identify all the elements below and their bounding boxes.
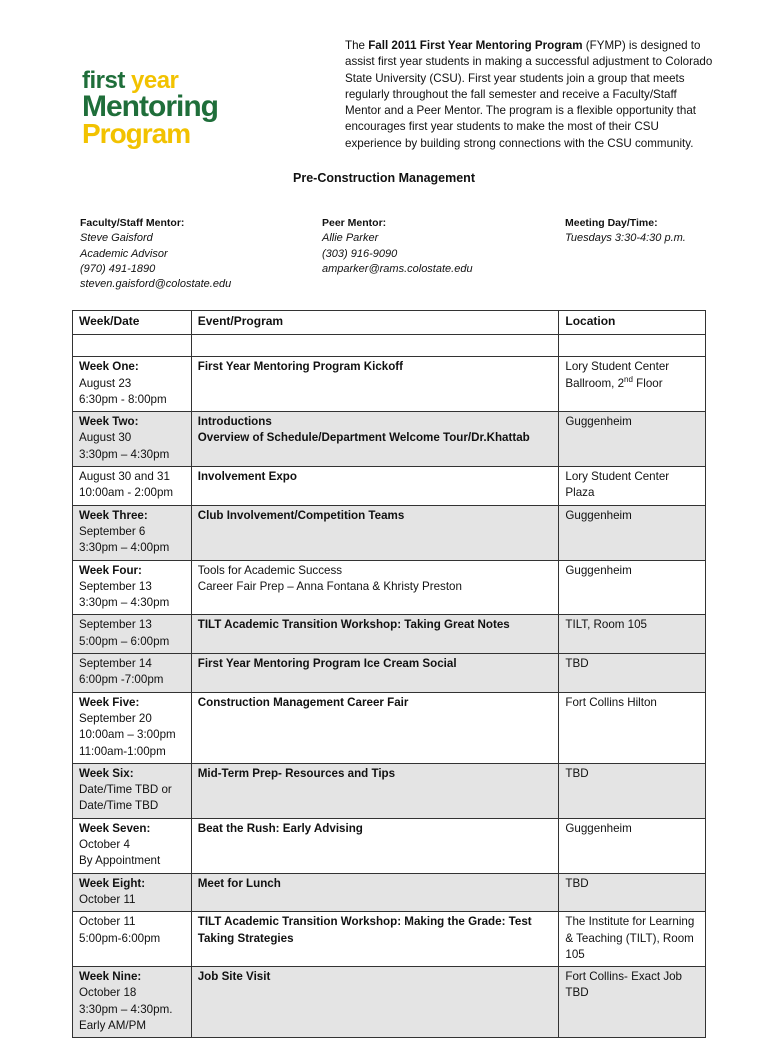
date-line: October 18 (79, 986, 137, 1000)
table-row (73, 692, 706, 763)
location-line: Guggenheim (565, 563, 632, 577)
week-date-cell (73, 692, 192, 763)
week-label: Week Eight: (79, 876, 146, 890)
cell-spacer (198, 711, 553, 727)
event-cell (191, 763, 559, 818)
event-cell (191, 818, 559, 873)
location-cell (559, 615, 706, 654)
week-label: Week One: (79, 360, 139, 374)
week-label: Week Seven: (79, 821, 151, 835)
peer-mentor-heading: Peer Mentor: (322, 217, 387, 229)
location-cell (559, 505, 706, 560)
location-line: 105 (565, 947, 585, 961)
location-line: Lory Student Center (565, 360, 670, 374)
location-line: & Teaching (TILT), Room (565, 931, 694, 945)
week-date-cell (73, 615, 192, 654)
week-date-cell (73, 912, 192, 967)
faculty-mentor-role: Academic Advisor (80, 247, 168, 260)
event-cell (191, 615, 559, 654)
date-line: Date/Time TBD or (79, 783, 172, 797)
intro-body: (FYMP) is designed to assist first year students in making a successful adjustment to Colorado State University (CSU). First year students join a group that meets regularly throughout the fall semester and receive a Faculty/Staff Mentor and a Peer Mentor. The program is a flexible opportunity that encourages first year students to make the most of their CSU experience by building strong connections with the CSU community. (345, 39, 713, 150)
faculty-mentor-email[interactable]: steven.gaisford@colostate.edu (80, 278, 232, 291)
location-line: The Institute for Learning (565, 915, 695, 929)
date-line: Early AM/PM (79, 1018, 146, 1032)
event-cell (191, 967, 559, 1038)
intro-paragraph (345, 38, 713, 152)
table-row (73, 912, 706, 967)
event-cell (191, 505, 559, 560)
program-logo (82, 67, 218, 150)
table-row (73, 873, 706, 912)
location-line: Ballroom, 2nd Floor (565, 374, 663, 390)
faculty-mentor-name: Steve Gaisford (80, 232, 153, 245)
date-line: By Appointment (79, 854, 161, 868)
table-row (73, 615, 706, 654)
location-cell (559, 654, 706, 693)
event-title: Introductions (197, 415, 272, 429)
date-line: 3:30pm – 4:30pm (79, 447, 170, 461)
location-line: TILT, Room 105 (565, 618, 648, 632)
intro-program-name: Fall 2011 First Year Mentoring Program (368, 39, 583, 52)
event-title: Overview of Schedule/Department Welcome Tour/Dr.Khattab (197, 431, 530, 445)
header-location: Location (559, 311, 706, 335)
location-cell (559, 873, 706, 912)
table-row (73, 412, 706, 467)
event-title: TILT Academic Transition Workshop: Making the Grade: Test (197, 915, 532, 929)
cell-spacer (198, 376, 553, 392)
date-line: September 13 (79, 618, 152, 632)
intro-prefix: The (345, 39, 369, 52)
event-title: Construction Management Career Fair (197, 695, 409, 709)
week-date-cell (73, 654, 192, 693)
peer-mentor-email[interactable]: amparker@rams.colostate.edu (322, 262, 473, 275)
event-title: First Year Mentoring Program Kickoff (197, 360, 404, 374)
logo-word-year: year (131, 67, 179, 94)
date-line: August 30 and 31 (79, 470, 170, 484)
location-cell (559, 967, 706, 1038)
week-date-cell (73, 412, 192, 467)
cell-spacer (198, 782, 553, 798)
date-line: 5:00pm – 6:00pm (79, 634, 170, 648)
date-line: 10:00am – 3:00pm (79, 728, 176, 742)
location-line: Guggenheim (565, 821, 632, 835)
header-week-date: Week/Date (73, 311, 192, 335)
peer-mentor-phone: (303) 916-9090 (322, 247, 398, 260)
faculty-mentor-phone: (970) 491-1890 (80, 262, 156, 275)
table-row (73, 763, 706, 818)
event-cell (191, 357, 559, 412)
meeting-time: Tuesdays 3:30-4:30 p.m. (565, 232, 686, 245)
table-row (73, 467, 706, 506)
event-cell (191, 912, 559, 967)
table-row (73, 505, 706, 560)
date-line: 5:00pm-6:00pm (79, 931, 161, 945)
location-cell (559, 412, 706, 467)
date-line: October 4 (79, 838, 130, 852)
schedule-table (72, 310, 706, 1038)
faculty-mentor-block (80, 216, 300, 292)
event-cell (191, 335, 559, 357)
logo-word-program: Program (82, 118, 191, 150)
event-title: Mid-Term Prep- Resources and Tips (197, 766, 396, 780)
location-cell (559, 763, 706, 818)
event-cell (191, 654, 559, 693)
week-date-cell (73, 873, 192, 912)
event-title: TILT Academic Transition Workshop: Taking Great Notes (197, 618, 510, 632)
week-date-cell (73, 560, 192, 615)
location-line: Lory Student Center Plaza (565, 470, 670, 500)
date-line: 6:30pm - 8:00pm (79, 392, 167, 406)
date-line: 3:30pm – 4:30pm (79, 596, 170, 610)
week-date-cell (73, 467, 192, 506)
week-label: Week Nine: (79, 970, 142, 984)
cell-spacer (198, 595, 553, 611)
date-line: September 6 (79, 524, 146, 538)
location-cell (559, 335, 706, 357)
date-line: September 14 (79, 657, 152, 671)
location-line: Guggenheim (565, 508, 632, 522)
location-line: TBD (565, 657, 589, 671)
event-cell (191, 467, 559, 506)
location-cell (559, 560, 706, 615)
meeting-block (565, 216, 745, 247)
location-line: TBD (565, 986, 589, 1000)
week-date-cell (73, 505, 192, 560)
event-line: Career Fair Prep – Anna Fontana & Khristy Preston (197, 579, 462, 593)
week-date-cell (73, 818, 192, 873)
event-cell (191, 873, 559, 912)
table-row (73, 818, 706, 873)
logo-word-mentoring: Mentoring (82, 89, 218, 123)
event-line: Tools for Academic Success (197, 563, 343, 577)
meeting-heading: Meeting Day/Time: (565, 217, 658, 229)
faculty-mentor-heading: Faculty/Staff Mentor: (80, 217, 185, 229)
table-header-row (73, 311, 706, 335)
date-line: September 20 (79, 711, 152, 725)
event-title: First Year Mentoring Program Ice Cream Social (197, 657, 457, 671)
date-line: September 13 (79, 579, 152, 593)
week-label: Week Three: (79, 508, 148, 522)
location-line: Fort Collins- Exact Job (565, 970, 683, 984)
table-row (73, 357, 706, 412)
date-line: August 23 (79, 376, 132, 390)
event-title: Involvement Expo (197, 470, 297, 484)
date-line: Date/Time TBD (79, 799, 159, 813)
table-row (73, 560, 706, 615)
location-cell (559, 467, 706, 506)
location-cell (559, 692, 706, 763)
header-event-program: Event/Program (191, 311, 559, 335)
event-cell (191, 412, 559, 467)
date-line: 3:30pm – 4:00pm (79, 541, 170, 555)
location-cell (559, 357, 706, 412)
location-line: Guggenheim (565, 415, 632, 429)
event-cell (191, 560, 559, 615)
location-cell (559, 912, 706, 967)
week-label: Week Six: (79, 766, 134, 780)
date-line: October 11 (79, 892, 136, 906)
event-title: Job Site Visit (197, 970, 271, 984)
event-title: Club Involvement/Competition Teams (197, 508, 405, 522)
peer-mentor-name: Allie Parker (322, 232, 379, 245)
date-line: August 30 (79, 431, 132, 445)
table-row (73, 654, 706, 693)
peer-mentor-block (322, 216, 542, 277)
location-line: Fort Collins Hilton (565, 695, 657, 709)
date-line: 3:30pm – 4:30pm. (79, 1002, 173, 1016)
week-label: Week Two: (79, 415, 139, 429)
week-date-cell (73, 967, 192, 1038)
week-date-cell (73, 335, 192, 357)
week-date-cell (73, 763, 192, 818)
schedule-body (73, 335, 706, 1038)
table-row (73, 335, 706, 357)
event-cell (191, 692, 559, 763)
page-title: Pre-Construction Management (293, 171, 475, 185)
table-row (73, 967, 706, 1038)
event-title: Taking Strategies (197, 931, 294, 945)
cell-spacer (198, 837, 553, 853)
date-line: 10:00am - 2:00pm (79, 486, 174, 500)
date-line: 6:00pm -7:00pm (79, 673, 164, 687)
week-label: Week Four: (79, 563, 142, 577)
location-cell (559, 818, 706, 873)
date-line: October 11 (79, 915, 136, 929)
event-title: Meet for Lunch (197, 876, 281, 890)
week-date-cell (73, 357, 192, 412)
date-line: 11:00am-1:00pm (79, 744, 166, 758)
week-label: Week Five: (79, 695, 140, 709)
location-line: TBD (565, 766, 589, 780)
event-title: Beat the Rush: Early Advising (197, 821, 363, 835)
logo-word-first: first (82, 67, 125, 94)
location-line: TBD (565, 876, 589, 890)
